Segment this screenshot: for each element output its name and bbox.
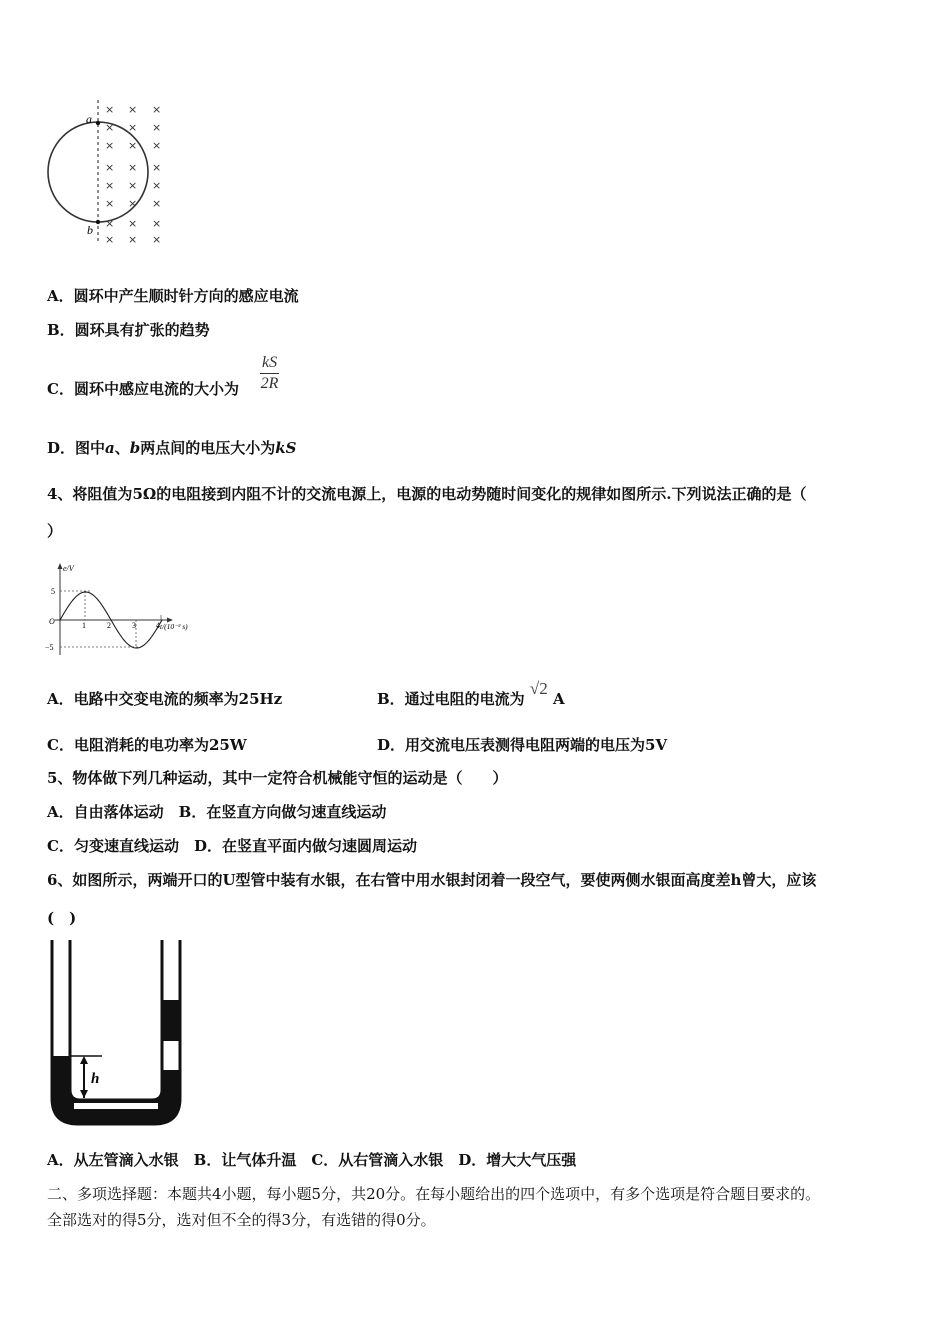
q3-option-c-fraction [260, 353, 279, 394]
q6-u-tube-figure [46, 940, 186, 1130]
q6-options[interactable]: A．从左管滴入水银 B．让气体升温 C．从右管滴入水银 D．增大大气压强 [47, 1151, 577, 1169]
section2-heading-line1: 二、多项选择题：本题共4小题，每小题5分，共20分。在每小题给出的四个选项中，有多个选项是符合题目要求的。 [47, 1185, 821, 1203]
label-b: b [87, 223, 93, 237]
q4-stem-line2: ） [47, 522, 63, 540]
origin-label: O [49, 617, 55, 626]
q3-option-d-prefix: D．图中 [47, 439, 106, 457]
y-axis-label: e/V [63, 564, 74, 573]
x-tick-3: 3 [132, 621, 136, 630]
q4-option-b-unit: A [553, 690, 565, 708]
emf-data-point [98, 600, 99, 601]
sqrt-two: √2 [529, 679, 548, 698]
point-b [96, 220, 100, 224]
q3-option-c-text: C．圆环中感应电流的大小为 [47, 380, 239, 398]
field-cross: × [128, 139, 138, 152]
field-cross: × [152, 121, 162, 134]
q5-stem: 5、物体做下列几种运动，其中一定符合机械能守恒的运动是（ ） [47, 769, 508, 787]
q5-options-line1[interactable]: A．自由落体运动 B．在竖直方向做匀速直线运动 [47, 803, 387, 821]
field-cross: × [128, 217, 138, 230]
field-cross: × [128, 161, 138, 174]
q3-option-b[interactable]: B．圆环具有扩张的趋势 [47, 321, 210, 339]
h-arrow-top [80, 1056, 88, 1064]
field-cross: × [152, 139, 162, 152]
q4-option-b[interactable] [377, 679, 565, 709]
mercury-plug [162, 1000, 180, 1040]
section2-heading-line2: 全部选对的得5分，选对但不全的得3分，有选错的得0分。 [47, 1211, 436, 1229]
field-cross: × [128, 233, 138, 245]
q6-stem-line1: 6、如图所示，两端开口的U型管中装有水银，在右管中用水银封闭着一段空气，要使两侧水银面高度差h曾大，应该 [47, 871, 817, 889]
q6-stem-line2: ( ) [47, 909, 77, 927]
q4-option-d[interactable]: D．用交流电压表测得电阻两端的电压为5V [377, 736, 668, 754]
x-tick-2: 2 [107, 621, 111, 630]
field-cross: × [105, 179, 115, 192]
field-cross: × [152, 179, 162, 192]
field-cross: × [152, 197, 162, 210]
x-axis-label: t/(10⁻² s) [160, 622, 188, 631]
field-cross: × [105, 233, 115, 245]
field-cross: × [105, 121, 115, 134]
field-cross: × [128, 121, 138, 134]
h-arrow-bottom [80, 1090, 88, 1098]
x-tick-1: 1 [82, 621, 86, 630]
q4-option-b-text: B．通过电阻的电流为 [377, 690, 525, 708]
fraction-denominator: 2R [260, 375, 279, 392]
field-cross: × [128, 103, 138, 116]
var-a: a [105, 439, 115, 457]
label-a: a [86, 112, 92, 126]
q4-emf-chart [40, 560, 210, 660]
fraction-numerator: kS [260, 353, 279, 374]
field-cross: × [105, 197, 115, 210]
y-axis-arrow [58, 563, 63, 569]
q5-options-line2[interactable]: C．匀变速直线运动 D．在竖直平面内做匀速圆周运动 [47, 837, 417, 855]
field-cross: × [152, 161, 162, 174]
field-cross: × [105, 217, 115, 230]
y-tick-neg5: −5 [45, 643, 54, 652]
field-cross: × [105, 139, 115, 152]
q3-field-figure [40, 95, 170, 245]
emf-data-point [161, 619, 162, 620]
point-a [96, 121, 100, 125]
field-cross: × [152, 217, 162, 230]
q4-option-a[interactable]: A．电路中交变电流的频率为25Hz [47, 690, 283, 708]
var-b: b [129, 439, 141, 457]
field-cross: × [152, 103, 162, 116]
field-cross: × [152, 233, 162, 245]
var-ks: kS [275, 439, 297, 457]
field-cross: × [105, 161, 115, 174]
emf-data-point [72, 600, 73, 601]
field-cross: × [128, 179, 138, 192]
h-label: h [91, 1071, 100, 1087]
x-tick-4: 4 [156, 621, 160, 630]
q3-option-a[interactable]: A．圆环中产生顺时针方向的感应电流 [47, 287, 299, 305]
q4-option-c[interactable]: C．电阻消耗的电功率为25W [47, 736, 247, 754]
q3-option-d[interactable] [47, 438, 297, 458]
emf-data-point [149, 639, 150, 640]
magnetic-field-crosses [105, 103, 161, 245]
mercury-bottom-highlight [74, 1103, 158, 1109]
q3-option-d-mid: 两点间的电压大小为 [140, 439, 276, 457]
y-tick-5: 5 [51, 587, 55, 596]
emf-data-point [85, 591, 86, 592]
field-cross: × [105, 103, 115, 116]
field-cross: × [128, 197, 138, 210]
q3-option-c[interactable] [47, 379, 239, 399]
emf-data-point [123, 639, 124, 640]
emf-data-point [136, 647, 137, 648]
emf-data-point [59, 619, 60, 620]
q4-stem-line1: 4、将阻值为5Ω的电阻接到内阻不计的交流电源上，电源的电动势随时间变化的规律如图所示.下列说法正确的是（ [47, 485, 807, 503]
separator: 、 [114, 439, 130, 457]
